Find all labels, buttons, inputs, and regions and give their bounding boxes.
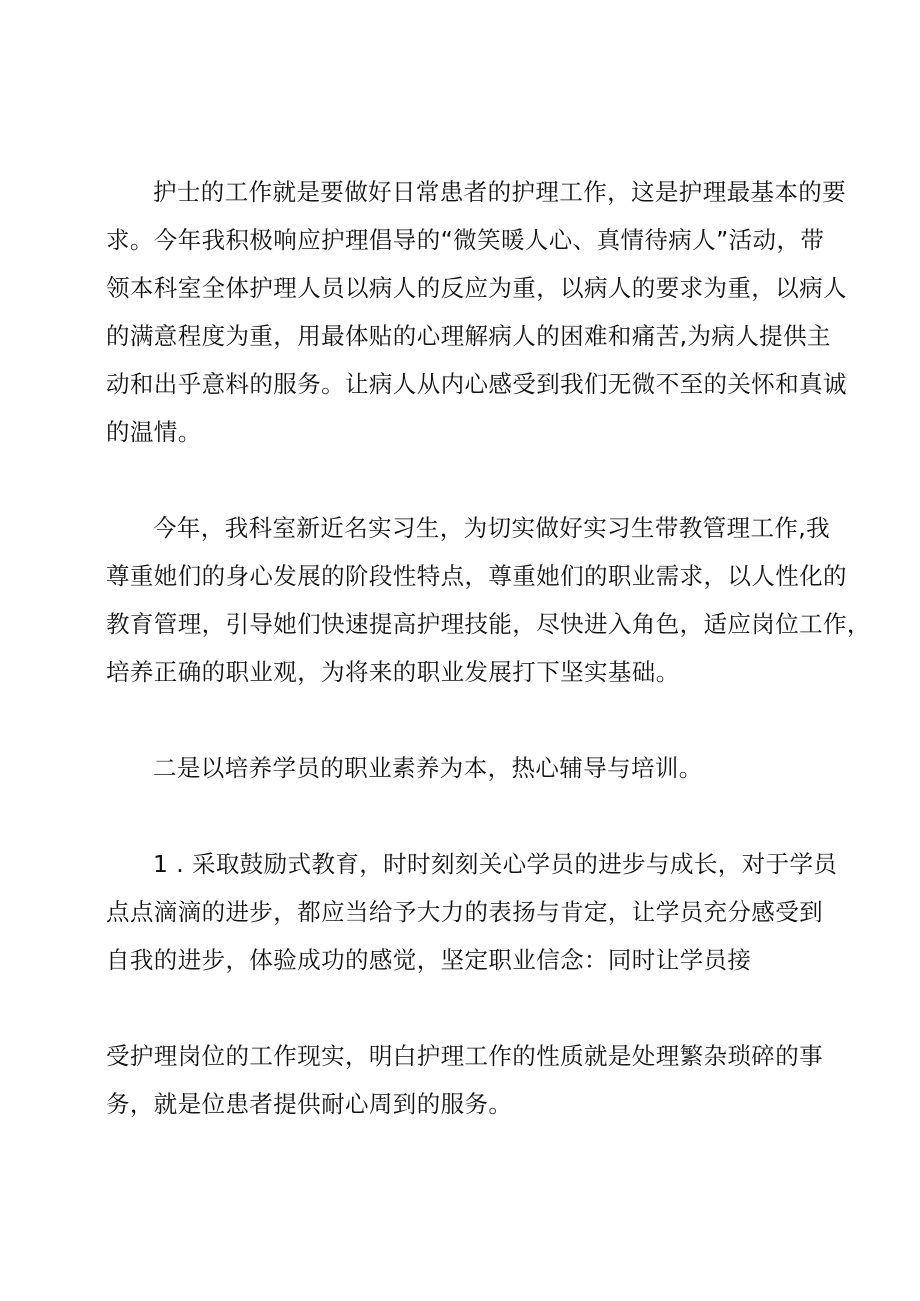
text-line: 务，就是位患者提供耐心周到的服务。: [106, 1090, 513, 1118]
text-line: 受护理岗位的工作现实，明白护理工作的性质就是处理繁杂琐碎的事: [106, 1042, 823, 1070]
text-line: 培养正确的职业观，为将来的职业发展打下坚实基础。: [106, 658, 680, 686]
text-line: 动和出乎意料的服务。让病人从内心感受到我们无微不至的关怀和真诚: [106, 370, 847, 398]
text-line: 今年，我科室新近名实习生，为切实做好实习生带教管理工作,我: [153, 514, 831, 542]
text-line: 自我的进步，体验成功的感觉，坚定职业信念：同时让学员接: [106, 946, 752, 974]
text-line: 领本科室全体护理人员以病人的反应为重，以病人的要求为重，以病人: [106, 274, 847, 302]
text-line: 求。今年我积极响应护理倡导的“微笑暖人心、真情待病人”活动，带: [106, 226, 825, 254]
text-line: 的温情。: [106, 418, 202, 446]
text-line: 二是以培养学员的职业素养为本，热心辅导与培训。: [153, 754, 703, 782]
text-line: 的满意程度为重，用最体贴的心理解病人的困难和痛苦,为病人提供主: [106, 322, 831, 350]
text-line: 护士的工作就是要做好日常患者的护理工作，这是护理最基本的要: [153, 178, 847, 206]
text-line: 尊重她们的身心发展的阶段性特点，尊重她们的职业需求，以人性化的: [106, 562, 847, 590]
text-line: 教育管理，引导她们快速提高护理技能，尽快进入角色，适应岗位工作，: [106, 610, 871, 638]
text-line: 点点滴滴的进步，都应当给予大力的表扬与肯定，让学员充分感受到: [106, 898, 823, 926]
text-line: 1 . 采取鼓励式教育，时时刻刻关心学员的进步与成长，对于学员: [153, 850, 838, 878]
